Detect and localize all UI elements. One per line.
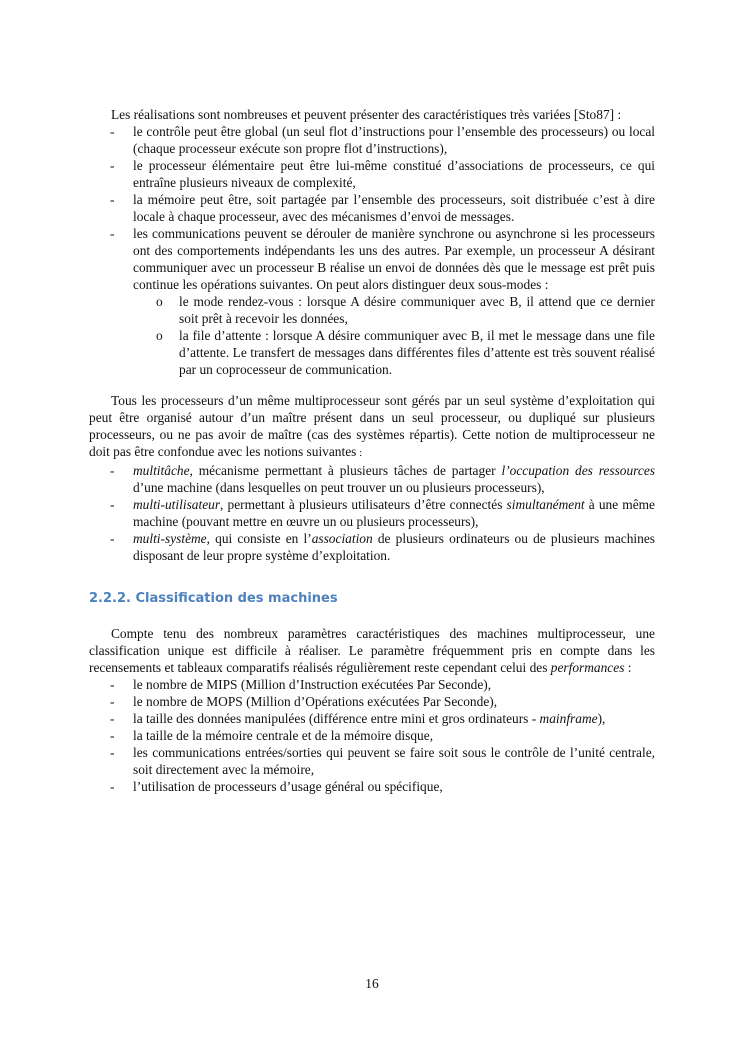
dash-bullet: - bbox=[110, 711, 115, 726]
list-item bbox=[89, 727, 655, 744]
list-item-text: le mode rendez-vous : lorsque A désire communiquer avec B, il attend que ce dernier soit prêt à recevoir les données, bbox=[179, 294, 655, 326]
notion-text: , permettant à plusieurs utilisateurs d’être connectés bbox=[220, 497, 507, 512]
list-item bbox=[89, 123, 655, 157]
list-item-text: le contrôle peut être global (un seul flot d’instructions pour l’ensemble des processeurs) ou local (chaque processeur exécute son propre flot d’instructions), bbox=[133, 124, 655, 156]
list-item-text: le processeur élémentaire peut être lui-même constitué d’associations de processeurs, ce qui entraîne plusieurs niveaux de complexité, bbox=[133, 158, 655, 190]
notion-text: d’une machine (dans lesquelles on peut trouver un ou plusieurs processeurs), bbox=[133, 480, 545, 495]
criteria-list bbox=[89, 676, 655, 795]
dash-bullet: - bbox=[110, 124, 115, 139]
dash-bullet: - bbox=[110, 779, 115, 794]
circle-bullet: o bbox=[156, 294, 163, 309]
classification-text: Compte tenu des nombreux paramètres caractéristiques des machines multiprocesseur, une classification unique est difficile à réaliser. Le paramètre fréquemment pris en compte dans les recensements et tableaux comparatifs réalisés régulièrement reste cependant celui des bbox=[89, 626, 655, 675]
dash-bullet: - bbox=[110, 728, 115, 743]
list-item bbox=[89, 496, 655, 530]
list-item-text: l’utilisation de processeurs d’usage général ou spécifique, bbox=[133, 779, 443, 794]
list-item bbox=[89, 157, 655, 191]
list-item bbox=[89, 191, 655, 225]
notions-list bbox=[89, 462, 655, 564]
list-item bbox=[89, 676, 655, 693]
notion-text: qui consiste en l’ bbox=[209, 531, 312, 546]
list-item-text: la file d’attente : lorsque A désire communiquer avec B, il met le message dans une file d’attente. Le transfert de messages dans différentes files d’attente est très souvent réalisé par un coprocesseur de communication. bbox=[179, 328, 655, 377]
list-item-text: les communications peuvent se dérouler de manière synchrone ou asynchrone si les processeurs ont des comportements indépendants les uns des autres. Par exemple, un processeur A désirant communiquer avec un processeur B réalise un envoi de données dès que le message est prêt puis continue les opérations suivantes. On peut alors distinguer deux sous-modes : bbox=[133, 226, 655, 292]
list-item bbox=[89, 778, 655, 795]
dash-bullet: - bbox=[110, 158, 115, 173]
dash-bullet: - bbox=[110, 463, 115, 478]
list-item-text: les communications entrées/sorties qui peuvent se faire soit sous le contrôle de l’unité centrale, soit directement avec la mémoire, bbox=[133, 745, 655, 777]
list-item bbox=[89, 293, 655, 327]
list-item-text: ), bbox=[597, 711, 606, 726]
characteristics-list bbox=[89, 123, 655, 293]
dash-bullet: - bbox=[110, 497, 115, 512]
dash-bullet: - bbox=[110, 677, 115, 692]
notion-text: à une même machine (pouvant mettre en œuvre un ou plusieurs processeurs), bbox=[133, 497, 656, 529]
submodes-list bbox=[89, 293, 655, 378]
os-paragraph-colon: : bbox=[356, 447, 363, 459]
dash-bullet: - bbox=[110, 192, 115, 207]
notion-emphasis: l’occupation des ressources bbox=[501, 463, 655, 478]
list-item bbox=[89, 225, 655, 293]
notion-term: multitâche, bbox=[133, 463, 193, 478]
page-content bbox=[89, 106, 655, 795]
list-item-text: la taille des données manipulées (différence entre mini et gros ordinateurs - bbox=[133, 711, 540, 726]
notion-text: mécanisme permettant à plusieurs tâches de partager bbox=[192, 463, 502, 478]
notion-text: de plusieurs ordinateurs ou de plusieurs machines disposant de leur propre système d’exploitation. bbox=[133, 531, 655, 563]
intro-paragraph: Les réalisations sont nombreuses et peuvent présenter des caractéristiques très variées [Sto87] : bbox=[111, 107, 622, 122]
dash-bullet: - bbox=[110, 745, 115, 760]
list-item bbox=[89, 710, 655, 727]
list-item bbox=[89, 530, 655, 564]
list-item bbox=[89, 327, 655, 378]
notion-term: multi-système, bbox=[133, 531, 210, 546]
circle-bullet: o bbox=[156, 328, 163, 343]
dash-bullet: - bbox=[110, 226, 115, 241]
list-item-text: la mémoire peut être, soit partagée par l’ensemble des processeurs, soit distribuée c’est à dire locale à chaque processeur, avec des mécanismes d’envoi de messages. bbox=[133, 192, 655, 224]
list-item bbox=[89, 693, 655, 710]
list-item-text: le nombre de MIPS (Million d’Instruction exécutées Par Seconde), bbox=[133, 677, 492, 692]
list-item-text: le nombre de MOPS (Million d’Opérations exécutées Par Seconde), bbox=[133, 694, 498, 709]
classification-end: : bbox=[624, 660, 632, 675]
list-item-emphasis: mainframe bbox=[539, 711, 598, 726]
list-item bbox=[89, 462, 655, 496]
list-item-text: la taille de la mémoire centrale et de la mémoire disque, bbox=[133, 728, 434, 743]
os-paragraph-text: Tous les processeurs d’un même multiprocesseur sont gérés par un seul système d’exploitation qui peut être organisé autour d’un maître présent dans un seul processeur, ou dupliqué sur plusieurs processeurs, ou ne pas avoir de maître (cas des systèmes répartis). Cette notion de multiprocesseur ne doit pas être confondue avec les notions suivantes bbox=[89, 393, 655, 459]
classification-paragraph bbox=[89, 625, 655, 676]
os-paragraph bbox=[89, 392, 655, 462]
dash-bullet: - bbox=[110, 531, 115, 546]
notion-emphasis: association bbox=[311, 531, 373, 546]
dash-bullet: - bbox=[110, 694, 115, 709]
section-heading: 2.2.2. Classification des machines bbox=[89, 591, 338, 606]
notion-emphasis: simultanément bbox=[506, 497, 585, 512]
list-item bbox=[89, 744, 655, 778]
page-number: 16 bbox=[365, 976, 379, 991]
classification-emphasis: performances bbox=[550, 660, 625, 675]
notion-term: multi-utilisateur bbox=[133, 497, 221, 512]
